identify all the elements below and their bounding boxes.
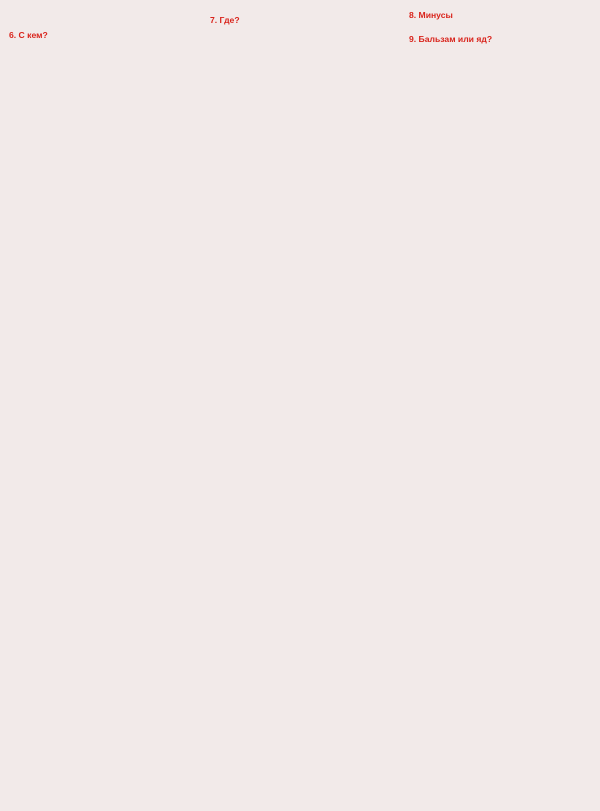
section-with-whom bbox=[9, 30, 200, 53]
section-heading: 8. Минусы bbox=[409, 10, 453, 20]
section-balm-or-poison bbox=[409, 34, 592, 49]
section-cons bbox=[409, 10, 592, 29]
text-column-2 bbox=[210, 10, 399, 795]
section-heading: 7. Где? bbox=[210, 15, 240, 25]
text-column-1 bbox=[9, 10, 200, 795]
section-heading: 6. С кем? bbox=[9, 30, 48, 40]
text-column-3 bbox=[409, 10, 592, 795]
section-heading: 9. Бальзам или яд? bbox=[409, 34, 493, 44]
section-where bbox=[210, 15, 399, 34]
